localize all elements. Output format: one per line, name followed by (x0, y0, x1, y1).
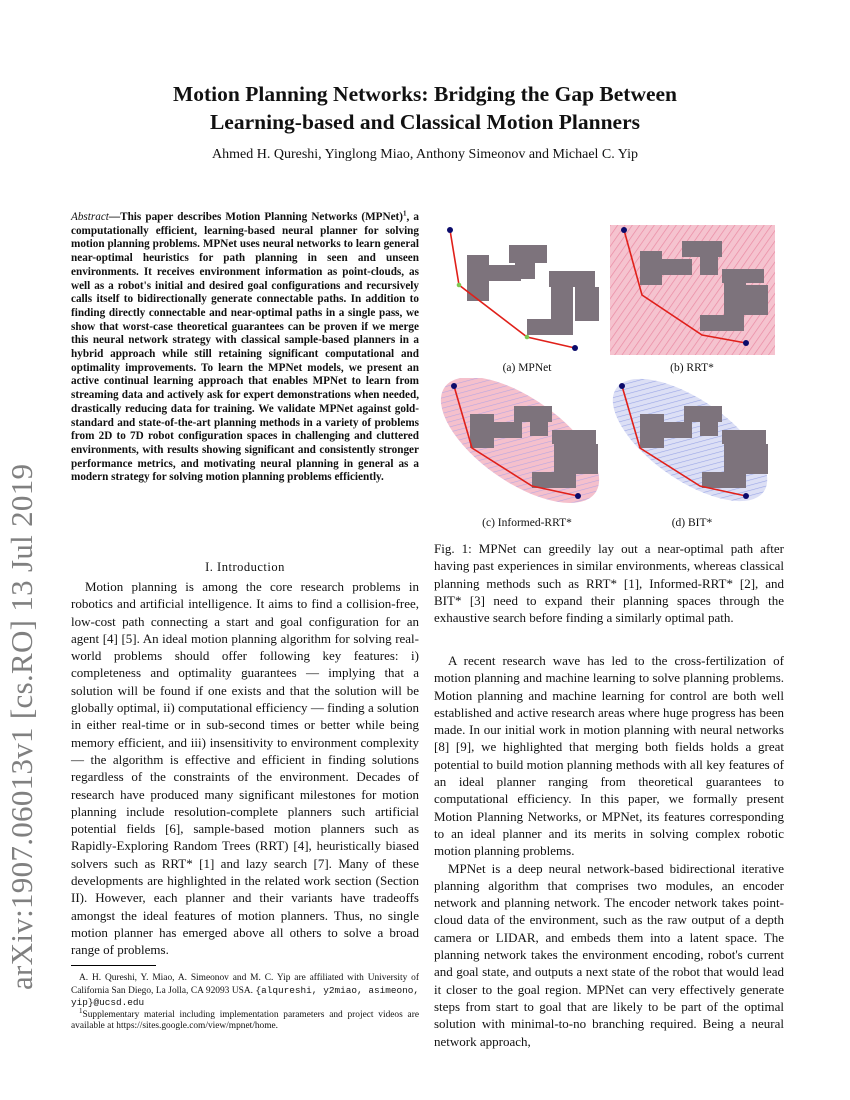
obstacle (576, 444, 598, 474)
waypoint (525, 335, 530, 340)
obstacle (724, 281, 746, 315)
goal-node (743, 340, 749, 346)
obstacle (700, 408, 718, 436)
footnote-number: 1 (79, 1006, 83, 1015)
body-paragraph-mpnet-overview: MPNet is a deep neural network-based bidirectional iterative planning algorithm that comprises two modules, an encoder network and planning network. The encoder network takes point-cloud data of the environment, such as the raw output of a depth camera or LIDAR, and embeds them into a latent space. The planning network takes the environment encoding, robot's current and goal state, and outputs a next state of the robot that would lead it closer to the goal region. MPNet can very effectively generate steps from start to goal that are likely to be part of the optimal solution with minimal-to-no branching required. Being a neural network approach, (434, 860, 784, 1049)
obstacle (746, 444, 768, 474)
obstacle (640, 251, 662, 285)
obstacle (724, 442, 746, 472)
affiliation-text: A. H. Qureshi, Y. Miao, A. Simeonov and M. C. Yip are affiliated with University of California San Diego, La Jolla, CA 92093 USA. (71, 973, 419, 996)
obstacle (575, 287, 599, 321)
figure-label-d: (d) BIT* (671, 517, 713, 529)
goal-node (743, 493, 749, 499)
obstacle (640, 414, 664, 448)
figure-label-b: (b) RRT* (670, 362, 714, 374)
figure-panel-mpnet (445, 225, 610, 355)
start-node (619, 383, 625, 389)
author-list: Ahmed H. Qureshi, Yinglong Miao, Anthony Simeonov and Michael C. Yip (212, 147, 638, 162)
title-line-1: Motion Planning Networks: Bridging the Gap Between (172, 82, 678, 106)
start-node (621, 227, 627, 233)
obstacle (492, 422, 522, 438)
footnote-divider (71, 965, 156, 966)
title-line-2: Learning-based and Classical Motion Planners (209, 110, 641, 134)
figure-panel-bit-star (610, 378, 780, 508)
obstacle (527, 319, 573, 335)
obstacle (744, 285, 768, 315)
obstacle (700, 315, 744, 331)
obstacle (660, 259, 692, 275)
arxiv-identifier: arXiv:1907.06013v1 [cs.RO] 13 Jul 2019 (4, 463, 39, 990)
obstacle (552, 430, 596, 444)
email-list: {alqureshi, y2miao, asimeono, yip}@ucsd.edu (71, 984, 420, 1009)
obstacle (554, 442, 576, 472)
figure-panel-informed-rrt-star (440, 378, 610, 508)
start-node (447, 227, 453, 233)
section-heading-introduction: I. Introduction (205, 560, 285, 574)
paper-title (0, 80, 850, 136)
obstacle (722, 269, 764, 283)
start-node (451, 383, 457, 389)
obstacle (515, 249, 535, 279)
obstacle (700, 245, 718, 275)
abstract-lead: Abstract (71, 211, 109, 223)
body-paragraph-research-wave: A recent research wave has led to the cross-fertilization of motion planning and machine learning to solve planning problems. Motion planning and machine learning for control are both well established and active research areas where huge progress has been made. In our initial work in motion planning with neural networks [8] [9], we highlighted that merging both fields holds a great potential to build motion planning methods with all key features of an ideal planner ranging from theoretical guarantees to computational efficiency. In this paper, we formally present Motion Planning Networks, or MPNet, its features corresponding to an ideal planner and its merits in solving complex robotic motion planning problems. (434, 653, 784, 859)
abstract-text: , a computationally efficient, learning-based neural planner for solving motion planning problems. MPNet uses neural networks to learn general near-optimal heuristics for path planning in seen and unseen environments. It receives environment information as point-clouds, as well as a robot's initial and desired goal configurations and recursively calls itself to bidirectionally generate connectable paths. In addition to finding directly connectable and near-optimal paths in a single pass, we show that worst-case theoretical guarantees can be proven if we merge this neural network strategy with classical sample-based planners in a hybrid approach while still retaining significant computational and optimality improvements. To learn the MPNet models, we present an active continual learning approach that enables MPNet to learn from streaming data and actively ask for expert demonstrations when needed, drastically reducing data for training. We validate MPNet against gold-standard and state-of-the-art planning methods in a variety of problems from 2D to 7D robot configuration spaces in challenging and cluttered environments, with results showing significant and consistently stronger performance metrics, and motivating neural planning in general as a modern strategy for solving motion planning problems efficiently. (71, 211, 419, 484)
footnote-marker: 1 (403, 209, 407, 218)
figure-label-a: (a) MPNet (502, 362, 552, 374)
obstacle (551, 281, 573, 319)
obstacle (532, 472, 576, 488)
abstract-opening: —This paper describes Motion Planning Networks (MPNet) (108, 211, 404, 223)
waypoint (457, 283, 462, 288)
figure-label-c: (c) Informed-RRT* (482, 517, 572, 529)
supplementary-footnote (71, 1006, 419, 1033)
obstacle (470, 414, 494, 448)
intro-paragraph: Motion planning is among the core research problems in robotics and artificial intelligence. It aims to find a collision-free, low-cost path connecting a start and goal configuration for an agent [4] [5]. An ideal motion planning algorithm for solving real-world problems should offer following key features: i) completeness and optimality guarantees — implying that a solution will be found if one exists and that the solution will be globally optimal, ii) computational efficiency — finding a solution in either real-time or in sub-second times or better while being memory efficient, and iii) insensitivity to environment complexity — the algorithm is effective and efficient in finding solutions regardless of the constraints of the environment. Decades of research have produced many significant milestones for motion planning include resolution-complete planners such artificial potential fields [6], sample-based motion planners such as Rapidly-Exploring Random Trees (RRT) [4], heuristically biased solvers such as RRT* [1] and lazy search [7]. Many of these developments are highlighted in the related work section (Section II). However, each planner and their variants have tradeoffs amongst the ideal features of motion planners. Thus, no single motion planner has emerged above all others to solve a broad range of problems. (71, 579, 419, 958)
right-column-body (434, 652, 784, 1050)
figure-panel-rrt-star (610, 225, 775, 355)
obstacle (530, 408, 548, 436)
obstacle (662, 422, 692, 438)
obstacle (722, 430, 766, 444)
obstacle (702, 472, 746, 488)
goal-node (572, 345, 578, 351)
abstract (71, 211, 419, 485)
figure-caption: Fig. 1: MPNet can greedily lay out a near-optimal path after having past experiences in similar environments, whereas classical planning methods such as RRT* [1], Informed-RRT* [2], and BIT* [3] need to expand their planning spaces through the exhaustive search before finding a similarly optimal path. (434, 541, 784, 626)
goal-node (575, 493, 581, 499)
introduction-body (71, 578, 419, 959)
footnotes (71, 973, 419, 1033)
supplementary-text: Supplementary material including implementation parameters and project videos are available at https://sites.google.com/view/mpnet/home. (71, 1009, 419, 1032)
affiliation-footnote (71, 973, 419, 1010)
